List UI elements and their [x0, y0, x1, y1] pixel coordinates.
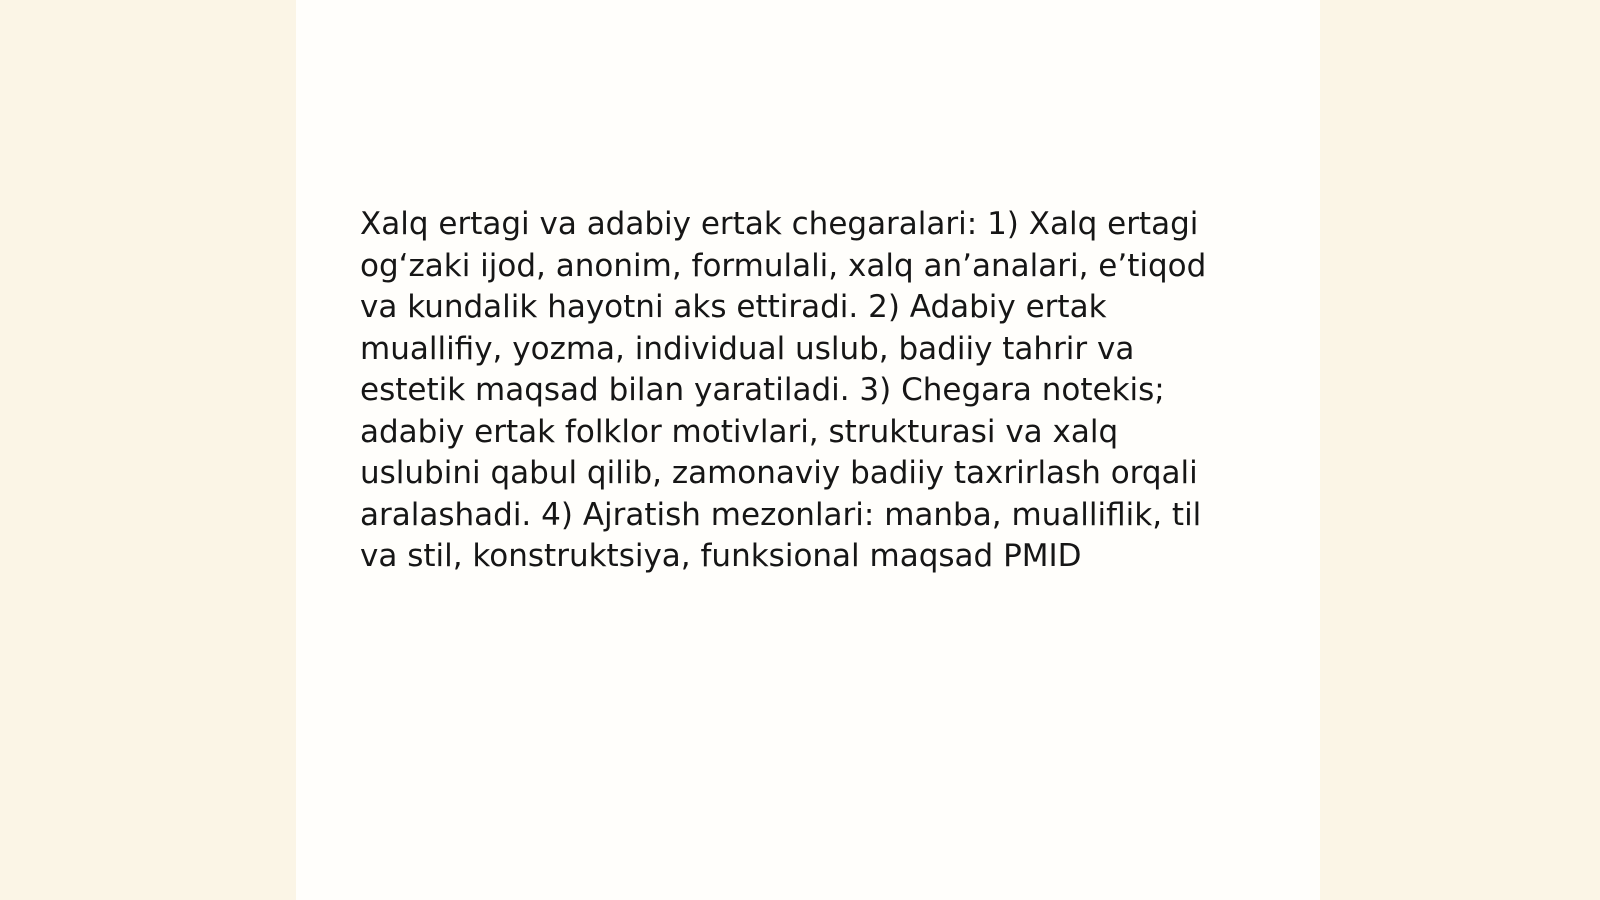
text-line: aralashadi. 4) Ajratish mezonlari: manba, mualliflik, til — [360, 496, 1202, 533]
text-line: Xalq ertagi va adabiy ertak chegaralari: 1) Xalq ertagi — [360, 206, 1199, 242]
text-line: va kundalik hayotni aks ettiradi. 2) Adabiy ertak — [360, 289, 1107, 325]
body-paragraph — [360, 204, 1260, 578]
text-line: og‘zaki ijod, anonim, formulali, xalq an’analari, e’tiqod — [360, 247, 1207, 284]
document-page — [296, 0, 1320, 900]
text-line: adabiy ertak folklor motivlari, strukturasi va xalq — [360, 413, 1119, 450]
text-line: uslubini qabul qilib, zamonaviy badiiy taxrirlash orqali — [360, 455, 1198, 491]
text-line: va stil, konstruktsiya, funksional maqsad PMID — [360, 538, 1082, 574]
text-line: estetik maqsad bilan yaratiladi. 3) Chegara notekis; — [360, 372, 1165, 408]
text-line: muallifiy, yozma, individual uslub, badiiy tahrir va — [360, 330, 1135, 367]
